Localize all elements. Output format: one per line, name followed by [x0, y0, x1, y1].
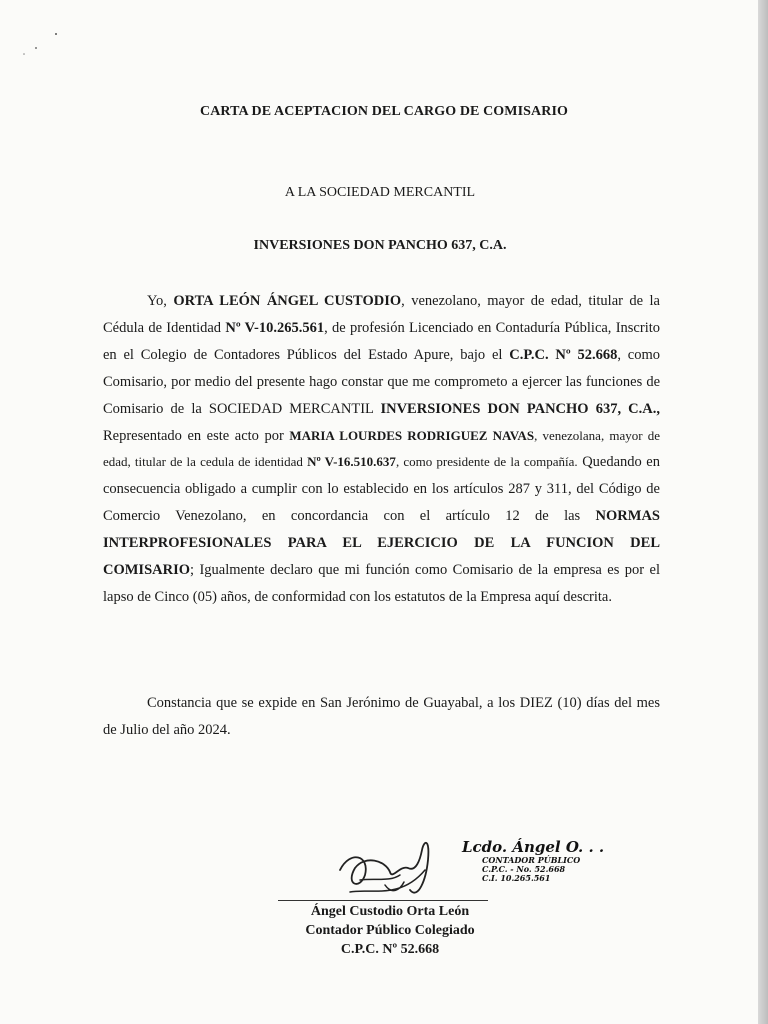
body-text: , como presidente de la compañía.	[395, 454, 578, 470]
signer-name: Ángel Custodio Orta León	[310, 904, 470, 919]
document-title: CARTA DE ACEPTACION DEL CARGO DE COMISARIO	[199, 104, 568, 119]
stamp-name: Lcdo. Ángel O. . .	[462, 838, 605, 856]
handwritten-signature	[330, 830, 460, 910]
closing-paragraph	[103, 690, 660, 744]
representative-id: Nº V-16.510.637	[307, 454, 396, 470]
professional-stamp	[462, 838, 612, 883]
norms-reference: NORMAS INTERPROFESIONALES PARA EL EJERCICIO DE LA FUNCION DEL COMISARIO	[103, 508, 660, 579]
declarant-cpc: C.P.C. Nº 52.668	[509, 346, 618, 363]
closing-text: Constancia que se expide en San Jerónimo de Guayabal, a los DIEZ (10) días del mes de Julio del año 2024.	[103, 695, 660, 738]
body-text: Representado en este acto por	[103, 427, 290, 444]
recipient-line-1: A LA SOCIEDAD MERCANTIL	[284, 185, 476, 200]
recipient-company: INVERSIONES DON PANCHO 637, C.A.	[253, 238, 507, 253]
signature-block	[270, 902, 510, 959]
body-paragraph	[103, 288, 660, 611]
declarant-name: ORTA LEÓN ÁNGEL CUSTODIO	[173, 293, 402, 309]
paper-specks	[20, 30, 60, 60]
body-text: , como Comisario, por medio del presente hago constar que me comprometo a ejercer las funciones de Comisario de la SOCIEDAD MERCANTIL	[103, 346, 661, 417]
stamp-cpc: C.P.C. - No. 52.668	[482, 864, 566, 874]
signer-role: Contador Público Colegiado	[305, 923, 475, 938]
body-text: Quedando en consecuencia obligado a cumplir con lo establecido en los artículos 287 y 311, del Código de Comercio Venezolano, en concordancia con el artículo 12 de las	[103, 454, 660, 525]
declarant-id: Nº V-10.265.561	[225, 319, 325, 336]
body-text: Yo,	[147, 293, 174, 309]
signer-cpc: C.P.C. Nº 52.668	[340, 942, 440, 957]
stamp-ci: C.I. 10.265.561	[482, 873, 551, 883]
signature-line	[278, 900, 488, 901]
body-text: , de profesión Licenciado en Contaduría Pública, Inscrito en el Colegio de Contadores Públicos del Estado Apure, bajo el	[103, 319, 661, 363]
stamp-title: CONTADOR PÚBLICO	[482, 855, 581, 865]
page-edge-shadow	[758, 0, 768, 1024]
body-text: ; Igualmente declaro que mi función como Comisario de la empresa es por el lapso de Cinco (05) años, de conformidad con los estatutos de la Empresa aquí descrita.	[103, 562, 660, 605]
body-text: , venezolana, mayor de edad, titular de la cedula de identidad	[103, 427, 660, 470]
body-text: , venezolano, mayor de edad, titular de la Cédula de Identidad	[103, 293, 660, 336]
company-name: INVERSIONES DON PANCHO 637, C.A.,	[380, 400, 660, 417]
representative-name: MARIA LOURDES RODRIGUEZ NAVAS	[289, 427, 535, 443]
